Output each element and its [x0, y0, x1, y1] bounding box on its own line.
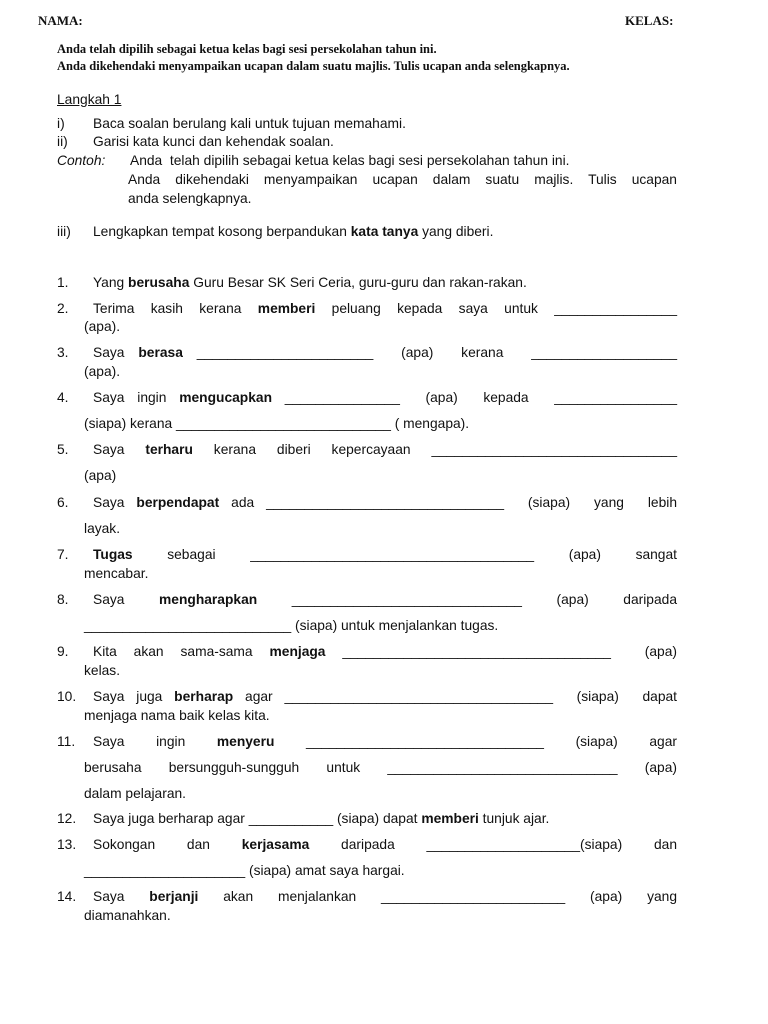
question-13-number: 13. [57, 837, 77, 852]
step-ii-number: ii) [57, 134, 68, 149]
nama-label: NAMA: [38, 13, 83, 28]
step-i-text: Baca soalan berulang kali untuk tujuan memahami. [93, 116, 406, 131]
step-ii-text: Garisi kata kunci dan kehendak soalan. [93, 134, 334, 149]
question-4-line-2: (siapa) kerana ____________________________ ( mengapa). [84, 416, 470, 431]
question-13-line-1: Sokongan dan kerjasama daripada ____________________(siapa) dan [93, 837, 677, 852]
question-7-line-1: Tugas sebagai _____________________________________ (apa) sangat [93, 547, 677, 562]
question-12-number: 12. [57, 811, 77, 826]
question-2-line-2: (apa). [84, 319, 121, 334]
question-11-line-1: Saya ingin menyeru _______________________________ (siapa) agar [93, 734, 677, 749]
question-7-number: 7. [57, 547, 69, 562]
question-11-line-2: berusaha bersungguh-sungguh untuk ______________________________ (apa) [84, 760, 677, 775]
question-5-line-1: Saya terharu kerana diberi kepercayaan ________________________________ [93, 442, 678, 457]
question-9-line-2: kelas. [84, 663, 121, 678]
question-5-number: 5. [57, 442, 69, 457]
question-9-line-1: Kita akan sama-sama menjaga ___________________________________ (apa) [93, 644, 677, 659]
question-5-line-2: (apa) [84, 468, 117, 483]
question-2-line-1: Terima kasih kerana memberi peluang kepada saya untuk ________________ [93, 301, 678, 316]
question-11-number: 11. [57, 734, 76, 749]
question-10-line-1: Saya juga berharap agar ___________________________________ (siapa) dapat [93, 689, 677, 704]
question-1: Yang berusaha Guru Besar SK Seri Ceria, guru-guru dan rakan-rakan. [93, 275, 527, 290]
question-10-number: 10. [57, 689, 77, 704]
question-6-line-2: layak. [84, 521, 121, 536]
step-iii-number: iii) [57, 224, 71, 239]
question-4-line-1: Saya ingin mengucapkan _______________ (apa) kepada ________________ [93, 390, 677, 405]
question-10-line-2: menjaga nama baik kelas kita. [84, 708, 270, 723]
question-3-line-1: Saya berasa _______________________ (apa) kerana ___________________ [93, 345, 678, 360]
question-8-line-2: ___________________________ (siapa) untuk menjalankan tugas. [84, 618, 499, 633]
question-13-line-2: _____________________ (siapa) amat saya hargai. [84, 863, 405, 878]
contoh-label: Contoh: [57, 153, 106, 168]
question-4-number: 4. [57, 390, 69, 405]
question-9-number: 9. [57, 644, 69, 659]
question-8-line-1: Saya mengharapkan ______________________________ (apa) daripada [93, 592, 677, 607]
question-3-number: 3. [57, 345, 69, 360]
contoh-line-2: Anda dikehendaki menyampaikan ucapan dalam suatu majlis. Tulis ucapan [128, 172, 677, 187]
question-14-line-2: diamanahkan. [84, 908, 171, 923]
question-14-line-1: Saya berjanji akan menjalankan ________________________ (apa) yang [93, 889, 677, 904]
question-14-number: 14. [57, 889, 77, 904]
langkah-heading: Langkah 1 [57, 92, 122, 107]
question-6-line-1: Saya berpendapat ada _______________________________ (siapa) yang lebih [93, 495, 677, 510]
question-3-line-2: (apa). [84, 364, 121, 379]
question-2-number: 2. [57, 301, 69, 316]
question-11-line-3: dalam pelajaran. [84, 786, 187, 801]
question-1-number: 1. [57, 275, 69, 290]
step-i-number: i) [57, 116, 65, 131]
instruction-line-1: Anda telah dipilih sebagai ketua kelas bagi sesi persekolahan tahun ini. [57, 42, 437, 56]
question-8-number: 8. [57, 592, 69, 607]
question-7-line-2: mencabar. [84, 566, 149, 581]
contoh-line-1: Anda telah dipilih sebagai ketua kelas bagi sesi persekolahan tahun ini. [130, 153, 570, 168]
question-6-number: 6. [57, 495, 69, 510]
instruction-line-2: Anda dikehendaki menyampaikan ucapan dalam suatu majlis. Tulis ucapan anda selengkapnya. [57, 59, 570, 73]
question-12: Saya juga berharap agar ___________ (siapa) dapat memberi tunjuk ajar. [93, 811, 550, 826]
contoh-line-3: anda selengkapnya. [128, 191, 252, 206]
step-iii-text: Lengkapkan tempat kosong berpandukan kata tanya yang diberi. [93, 224, 494, 239]
kelas-label: KELAS: [625, 13, 674, 28]
